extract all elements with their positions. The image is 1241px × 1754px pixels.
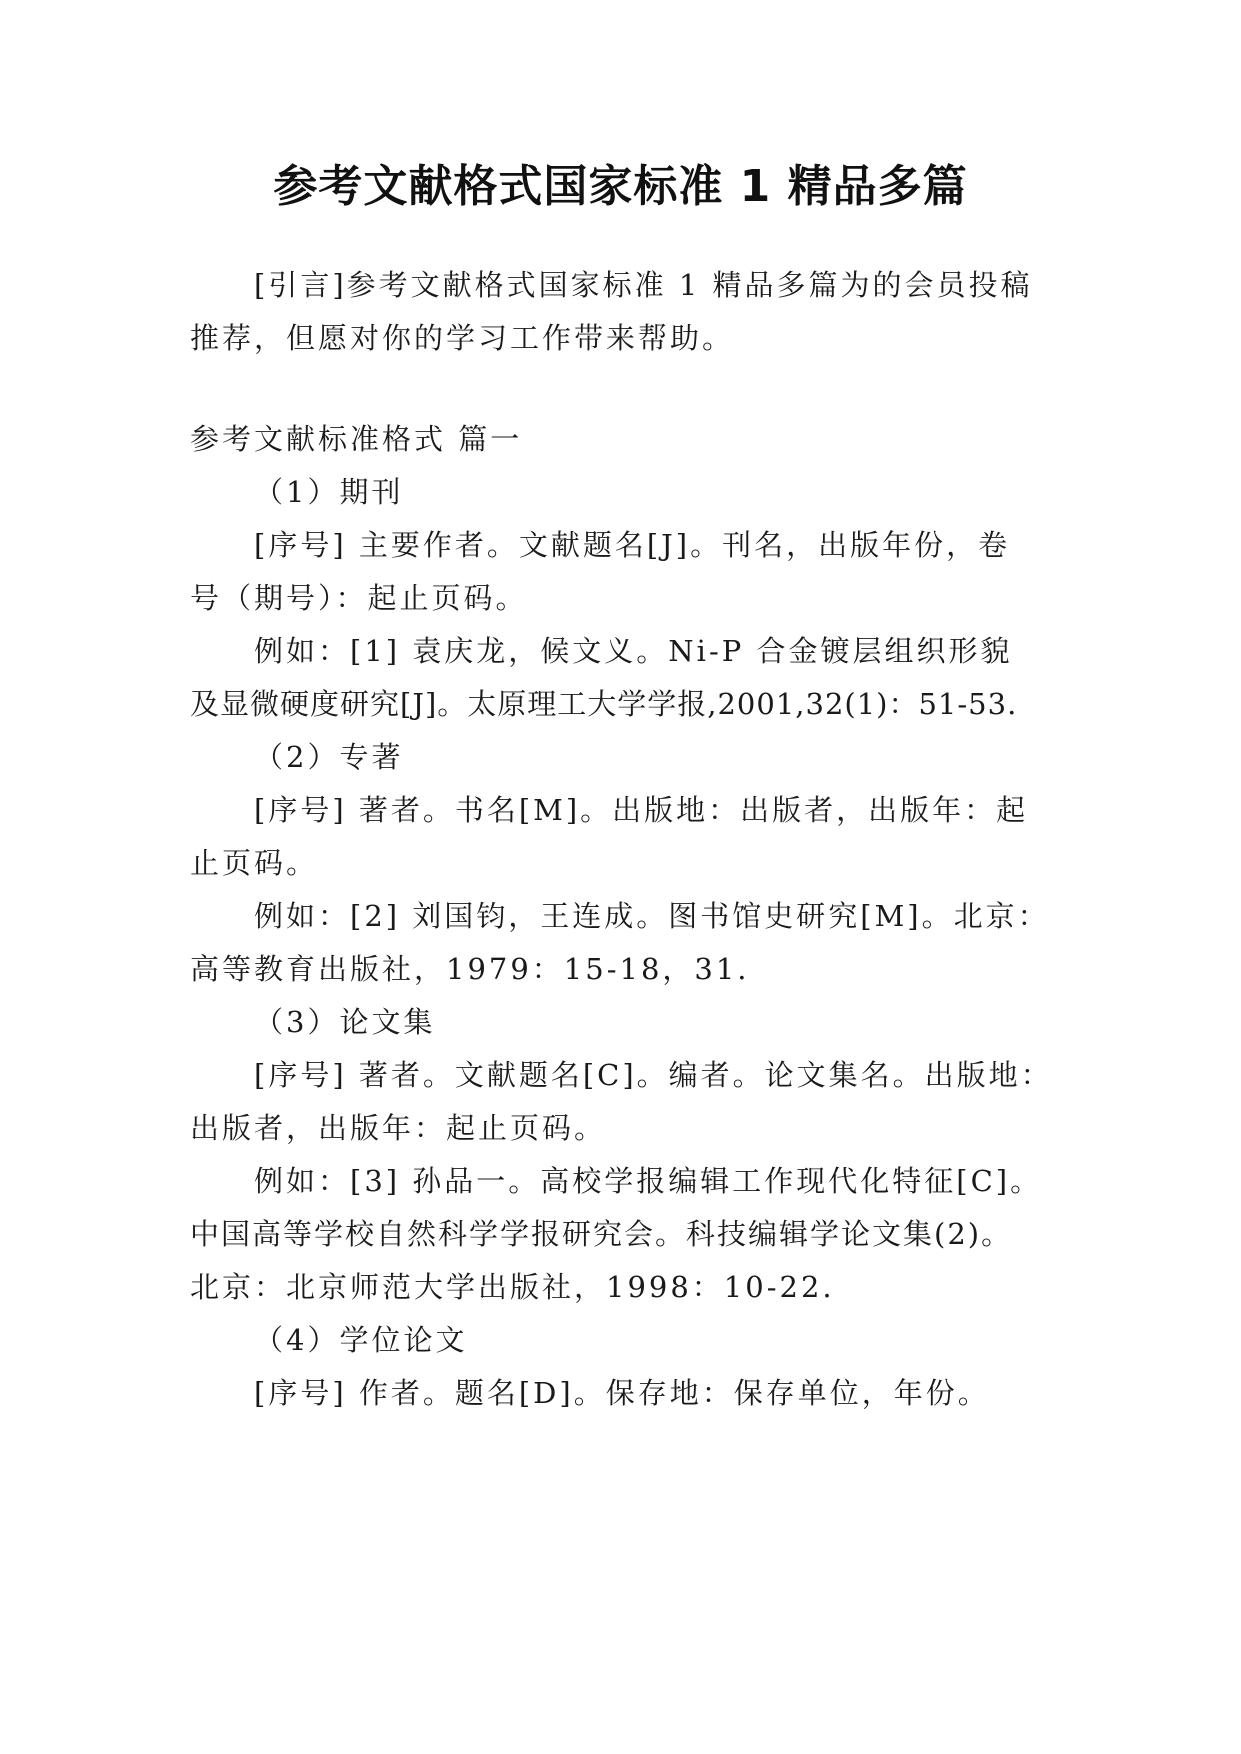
proceedings-example-line-2: 中国高等学校自然科学学报研究会。科技编辑学论文集(2)。 — [190, 1217, 1013, 1251]
section-heading: 参考文献标准格式 篇一 — [190, 422, 523, 456]
journal-example-line-1: 例如：[1] 袁庆龙，候文义。Ni-P 合金镀层组织形貌 — [254, 634, 1013, 668]
monograph-format-line-1: [序号] 著者。书名[M]。出版地：出版者，出版年：起 — [254, 793, 1029, 827]
intro-line-2: 推荐，但愿对你的学习工作带来帮助。 — [190, 321, 735, 355]
thesis-format-line-1: [序号] 作者。题名[D]。保存地：保存单位，年份。 — [254, 1376, 990, 1410]
monograph-heading: （2）专著 — [254, 740, 404, 774]
proceedings-example-line-3: 北京：北京师范大学出版社，1998：10-22. — [190, 1270, 835, 1304]
monograph-format-line-2: 止页码。 — [190, 846, 319, 880]
journal-format-line-2: 号（期号）：起止页码。 — [190, 581, 528, 615]
thesis-heading: （4）学位论文 — [254, 1323, 468, 1357]
monograph-example-line-2: 高等教育出版社，1979：15-18，31. — [190, 952, 750, 986]
journal-heading: （1）期刊 — [254, 475, 404, 509]
intro-line-1: [引言]参考文献格式国家标准 1 精品多篇为的会员投稿 — [254, 268, 1033, 302]
monograph-example-line-1: 例如：[2] 刘国钧，王连成。图书馆史研究[M]。北京： — [254, 899, 1050, 933]
document-title: 参考文献格式国家标准 1 精品多篇 — [273, 161, 968, 212]
journal-example-line-2: 及显微硬度研究[J]。太原理工大学学报,2001,32(1)：51-53. — [190, 687, 1018, 721]
proceedings-example-line-1: 例如：[3] 孙品一。高校学报编辑工作现代化特征[C]。 — [254, 1164, 1043, 1198]
proceedings-format-line-2: 出版者，出版年：起止页码。 — [190, 1111, 607, 1145]
proceedings-format-line-1: [序号] 著者。文献题名[C]。编者。论文集名。出版地： — [254, 1058, 1053, 1092]
journal-format-line-1: [序号] 主要作者。文献题名[J]。刊名，出版年份，卷 — [254, 528, 1011, 562]
proceedings-heading: （3）论文集 — [254, 1005, 436, 1039]
